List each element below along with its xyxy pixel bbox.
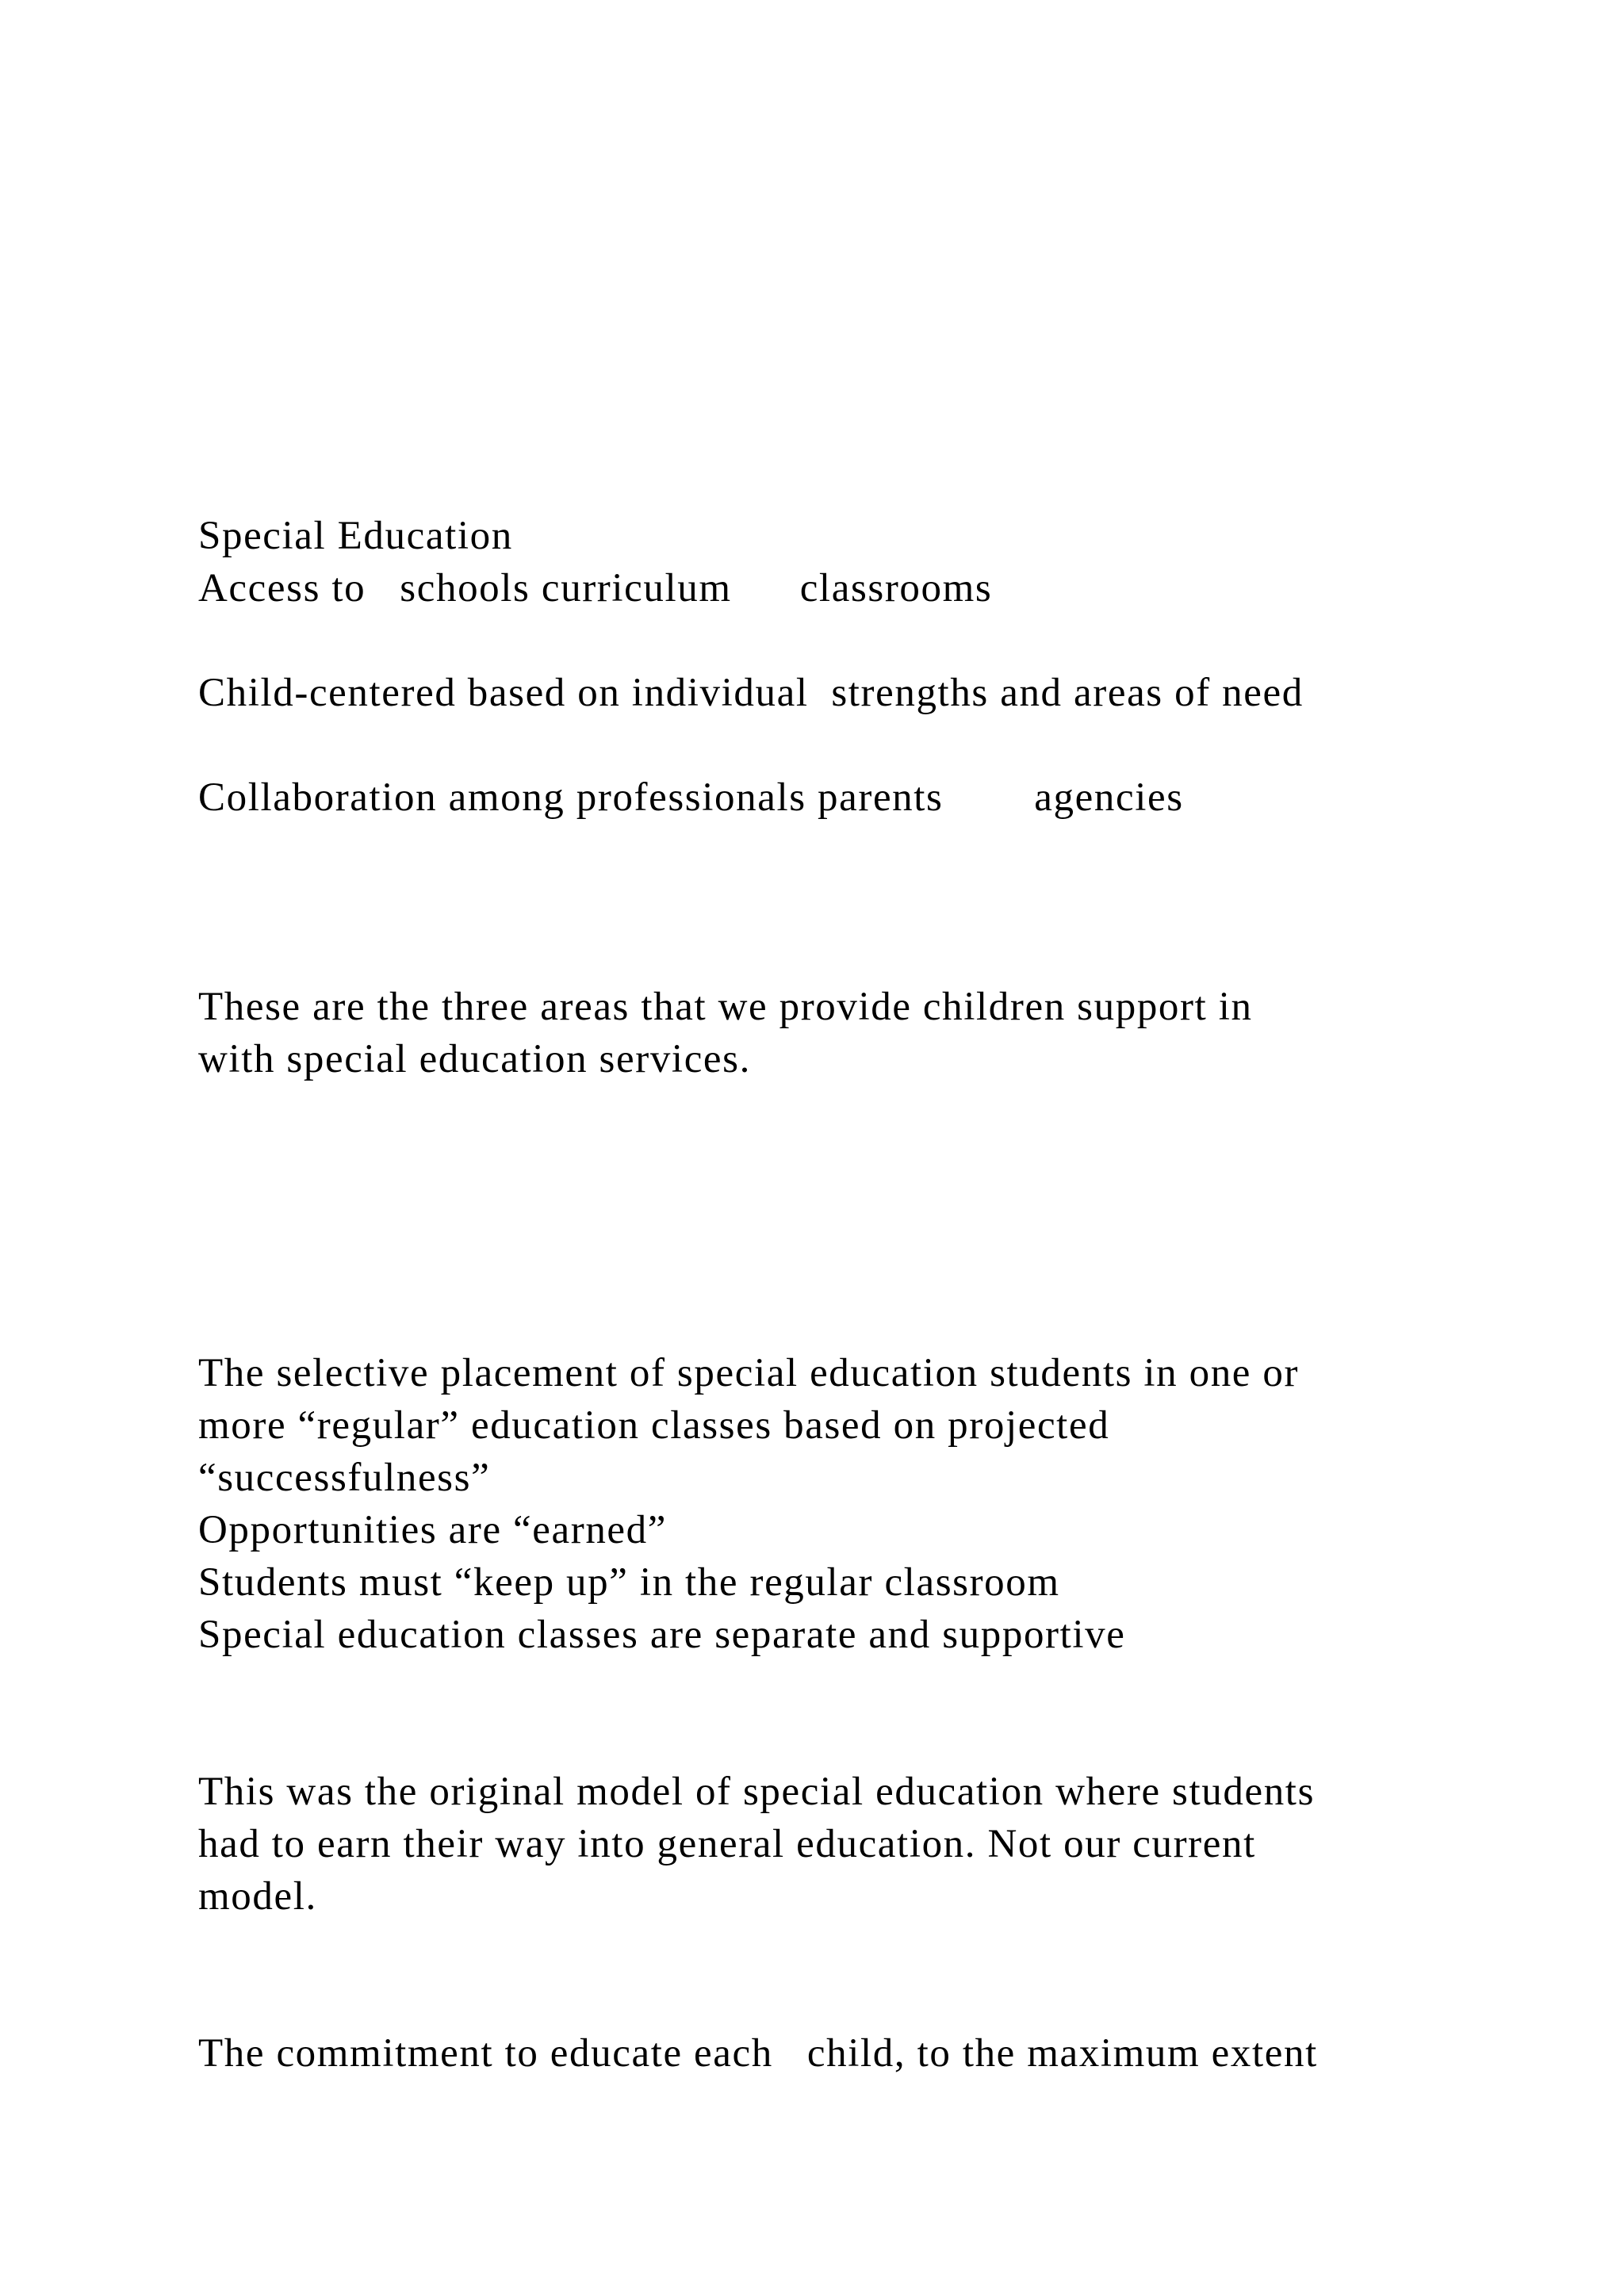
paragraph-line: This was the original model of special education where students [198, 1770, 1316, 1814]
heading-special-education: Special Education [198, 514, 513, 558]
paragraph-line: These are the three areas that we provide children support in [198, 985, 1253, 1029]
paragraph-line: The commitment to educate each child, to the maximum extent [198, 2031, 1318, 2076]
text-line-access: Access to schools curriculum classrooms [198, 566, 993, 610]
paragraph-line: “successfulness” [198, 1456, 491, 1500]
paragraph-line: Special education classes are separate and supportive [198, 1613, 1126, 1657]
text-line-collaboration: Collaboration among professionals parents agencies [198, 775, 1184, 820]
paragraph-line: Opportunities are “earned” [198, 1508, 667, 1552]
paragraph-line: Students must “keep up” in the regular classroom [198, 1560, 1060, 1605]
paragraph-line: more “regular” education classes based on projected [198, 1403, 1110, 1448]
paragraph-line: The selective placement of special education students in one or [198, 1351, 1300, 1395]
paragraph-line: model. [198, 1874, 317, 1919]
paragraph-line: with special education services. [198, 1037, 751, 1081]
text-line-child-centered: Child-centered based on individual strengths and areas of need [198, 671, 1304, 715]
paragraph-line: had to earn their way into general education. Not our current [198, 1822, 1256, 1866]
